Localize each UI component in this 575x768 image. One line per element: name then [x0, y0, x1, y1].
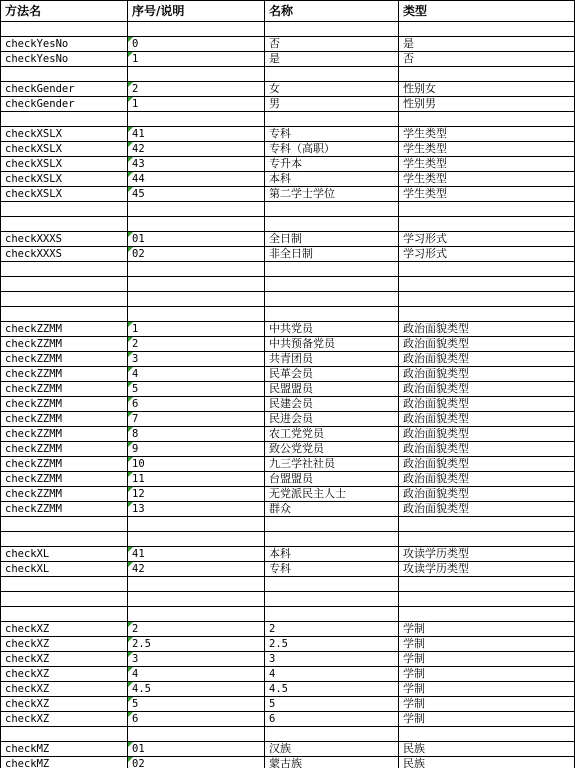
type-cell[interactable]: 政治面貌类型: [399, 412, 575, 427]
method-cell[interactable]: [1, 532, 128, 547]
code-cell[interactable]: 0: [128, 37, 265, 52]
type-cell[interactable]: 政治面貌类型: [399, 502, 575, 517]
method-cell[interactable]: checkZZMM: [1, 427, 128, 442]
method-cell[interactable]: [1, 727, 128, 742]
table-row: [1, 487, 575, 502]
type-cell[interactable]: 学生类型: [399, 157, 575, 172]
type-cell[interactable]: 学生类型: [399, 172, 575, 187]
type-cell[interactable]: [399, 262, 575, 277]
table-row: [1, 607, 575, 622]
method-cell[interactable]: checkXSLX: [1, 127, 128, 142]
type-cell[interactable]: [399, 607, 575, 622]
code-cell[interactable]: 4.5: [128, 682, 265, 697]
code-cell[interactable]: [128, 22, 265, 37]
code-cell[interactable]: 01: [128, 232, 265, 247]
name-cell[interactable]: 汉族: [265, 742, 399, 757]
code-cell[interactable]: [128, 727, 265, 742]
method-cell[interactable]: checkYesNo: [1, 37, 128, 52]
method-cell[interactable]: checkXSLX: [1, 157, 128, 172]
type-cell[interactable]: [399, 517, 575, 532]
table-row: [1, 667, 575, 682]
table-row: [1, 562, 575, 577]
method-cell[interactable]: checkXZ: [1, 712, 128, 727]
name-cell[interactable]: 本科: [265, 547, 399, 562]
name-cell[interactable]: 专科: [265, 127, 399, 142]
name-cell[interactable]: 非全日制: [265, 247, 399, 262]
table-row: [1, 517, 575, 532]
table-row: [1, 592, 575, 607]
code-cell[interactable]: [128, 67, 265, 82]
code-cell[interactable]: 6: [128, 397, 265, 412]
code-cell[interactable]: [128, 532, 265, 547]
table-row: [1, 307, 575, 322]
type-cell[interactable]: 政治面貌类型: [399, 367, 575, 382]
code-cell[interactable]: 3: [128, 652, 265, 667]
type-cell[interactable]: 政治面貌类型: [399, 487, 575, 502]
table-row: [1, 97, 575, 112]
type-cell[interactable]: 学制: [399, 712, 575, 727]
header-code-description[interactable]: 序号/说明: [128, 1, 265, 22]
type-cell[interactable]: 民族: [399, 757, 575, 768]
code-cell[interactable]: 43: [128, 157, 265, 172]
name-cell[interactable]: 九三学社社员: [265, 457, 399, 472]
method-cell[interactable]: checkZZMM: [1, 382, 128, 397]
code-cell[interactable]: 42: [128, 142, 265, 157]
table-row: [1, 337, 575, 352]
type-cell[interactable]: 学习形式: [399, 232, 575, 247]
code-cell[interactable]: 1: [128, 322, 265, 337]
name-cell[interactable]: 3: [265, 652, 399, 667]
type-cell[interactable]: [399, 592, 575, 607]
method-cell[interactable]: checkZZMM: [1, 487, 128, 502]
method-cell[interactable]: [1, 592, 128, 607]
type-cell[interactable]: 否: [399, 52, 575, 67]
method-cell[interactable]: checkZZMM: [1, 412, 128, 427]
name-cell[interactable]: 中共党员: [265, 322, 399, 337]
type-cell[interactable]: 政治面貌类型: [399, 472, 575, 487]
table-row: [1, 547, 575, 562]
name-cell[interactable]: 第二学士学位: [265, 187, 399, 202]
name-cell[interactable]: 4: [265, 667, 399, 682]
type-cell[interactable]: 政治面貌类型: [399, 442, 575, 457]
code-cell[interactable]: 02: [128, 247, 265, 262]
type-cell[interactable]: [399, 727, 575, 742]
name-cell[interactable]: 5: [265, 697, 399, 712]
method-cell[interactable]: checkZZMM: [1, 472, 128, 487]
type-cell[interactable]: 学习形式: [399, 247, 575, 262]
table-body: [1, 22, 575, 768]
type-cell[interactable]: 学制: [399, 652, 575, 667]
method-cell[interactable]: checkZZMM: [1, 502, 128, 517]
method-cell[interactable]: checkZZMM: [1, 337, 128, 352]
name-cell[interactable]: 全日制: [265, 232, 399, 247]
type-cell[interactable]: 性别男: [399, 97, 575, 112]
type-cell[interactable]: [399, 67, 575, 82]
header-method-name[interactable]: 方法名: [1, 1, 128, 22]
table-row: [1, 637, 575, 652]
name-cell[interactable]: [265, 217, 399, 232]
name-cell[interactable]: 群众: [265, 502, 399, 517]
method-cell[interactable]: checkXL: [1, 547, 128, 562]
method-cell[interactable]: checkMZ: [1, 757, 128, 768]
name-cell[interactable]: 民革会员: [265, 367, 399, 382]
type-cell[interactable]: [399, 112, 575, 127]
code-cell[interactable]: 13: [128, 502, 265, 517]
type-cell[interactable]: 政治面貌类型: [399, 337, 575, 352]
name-cell[interactable]: 民建会员: [265, 397, 399, 412]
name-cell[interactable]: 蒙古族: [265, 757, 399, 768]
code-cell[interactable]: [128, 517, 265, 532]
type-cell[interactable]: 学生类型: [399, 187, 575, 202]
name-cell[interactable]: 无党派民主人士: [265, 487, 399, 502]
code-cell[interactable]: 42: [128, 562, 265, 577]
table-row: [1, 277, 575, 292]
name-cell[interactable]: [265, 202, 399, 217]
method-cell[interactable]: [1, 277, 128, 292]
name-cell[interactable]: [265, 292, 399, 307]
name-cell[interactable]: [265, 67, 399, 82]
type-cell[interactable]: [399, 202, 575, 217]
table-row: [1, 112, 575, 127]
method-cell[interactable]: [1, 67, 128, 82]
table-row: [1, 682, 575, 697]
type-cell[interactable]: 学生类型: [399, 127, 575, 142]
method-cell[interactable]: checkXZ: [1, 652, 128, 667]
name-cell[interactable]: 4.5: [265, 682, 399, 697]
method-cell[interactable]: checkZZMM: [1, 367, 128, 382]
table-row: [1, 127, 575, 142]
method-cell[interactable]: checkXZ: [1, 697, 128, 712]
method-cell[interactable]: [1, 607, 128, 622]
type-cell[interactable]: 民族: [399, 742, 575, 757]
table-row: [1, 697, 575, 712]
code-cell[interactable]: [128, 112, 265, 127]
type-cell[interactable]: 政治面貌类型: [399, 322, 575, 337]
name-cell[interactable]: [265, 277, 399, 292]
code-cell[interactable]: 45: [128, 187, 265, 202]
method-cell[interactable]: checkZZMM: [1, 322, 128, 337]
method-cell[interactable]: [1, 292, 128, 307]
method-cell[interactable]: [1, 307, 128, 322]
table-row: [1, 367, 575, 382]
code-cell[interactable]: 41: [128, 547, 265, 562]
method-cell[interactable]: checkXXXS: [1, 247, 128, 262]
code-cell[interactable]: [128, 607, 265, 622]
code-cell[interactable]: [128, 592, 265, 607]
name-cell[interactable]: 否: [265, 37, 399, 52]
table-row: [1, 142, 575, 157]
method-cell[interactable]: checkMZ: [1, 742, 128, 757]
name-cell[interactable]: 2.5: [265, 637, 399, 652]
type-cell[interactable]: [399, 292, 575, 307]
name-cell[interactable]: 民盟盟员: [265, 382, 399, 397]
name-cell[interactable]: 农工党党员: [265, 427, 399, 442]
type-cell[interactable]: 攻读学历类型: [399, 547, 575, 562]
code-cell[interactable]: 5: [128, 382, 265, 397]
name-cell[interactable]: 女: [265, 82, 399, 97]
table-row: [1, 427, 575, 442]
table-row: [1, 442, 575, 457]
type-cell[interactable]: 政治面貌类型: [399, 457, 575, 472]
type-cell[interactable]: 学制: [399, 697, 575, 712]
table-row: [1, 217, 575, 232]
code-cell[interactable]: 01: [128, 742, 265, 757]
method-cell[interactable]: checkXZ: [1, 682, 128, 697]
table-row: [1, 457, 575, 472]
table-row: [1, 652, 575, 667]
name-cell[interactable]: [265, 592, 399, 607]
table-row: [1, 172, 575, 187]
type-cell[interactable]: 性别女: [399, 82, 575, 97]
name-cell[interactable]: 民进会员: [265, 412, 399, 427]
table-row: [1, 247, 575, 262]
code-cell[interactable]: 8: [128, 427, 265, 442]
table-row: [1, 757, 575, 768]
name-cell[interactable]: 专升本: [265, 157, 399, 172]
code-cell[interactable]: 2: [128, 622, 265, 637]
method-cell[interactable]: [1, 202, 128, 217]
code-cell[interactable]: 41: [128, 127, 265, 142]
table-row: [1, 727, 575, 742]
method-cell[interactable]: checkXZ: [1, 622, 128, 637]
table-row: [1, 322, 575, 337]
type-cell[interactable]: [399, 22, 575, 37]
name-cell[interactable]: [265, 577, 399, 592]
table-row: [1, 577, 575, 592]
name-cell[interactable]: 是: [265, 52, 399, 67]
table-row: [1, 67, 575, 82]
type-cell[interactable]: [399, 307, 575, 322]
name-cell[interactable]: [265, 262, 399, 277]
type-cell[interactable]: [399, 532, 575, 547]
name-cell[interactable]: [265, 532, 399, 547]
table-row: [1, 622, 575, 637]
code-cell[interactable]: 3: [128, 352, 265, 367]
method-cell[interactable]: checkXSLX: [1, 172, 128, 187]
type-cell[interactable]: 政治面貌类型: [399, 397, 575, 412]
table-row: [1, 742, 575, 757]
header-row: [1, 1, 575, 22]
code-cell[interactable]: [128, 292, 265, 307]
name-cell[interactable]: 中共预备党员: [265, 337, 399, 352]
code-cell[interactable]: 2: [128, 82, 265, 97]
code-cell[interactable]: 2.5: [128, 637, 265, 652]
method-cell[interactable]: checkGender: [1, 97, 128, 112]
type-cell[interactable]: 学制: [399, 667, 575, 682]
table-row: [1, 157, 575, 172]
name-cell[interactable]: 专科（高职）: [265, 142, 399, 157]
code-cell[interactable]: 1: [128, 97, 265, 112]
name-cell[interactable]: 男: [265, 97, 399, 112]
method-cell[interactable]: checkXXXS: [1, 232, 128, 247]
code-cell[interactable]: 4: [128, 367, 265, 382]
table-row: [1, 412, 575, 427]
method-cell[interactable]: [1, 262, 128, 277]
table-row: [1, 292, 575, 307]
code-cell[interactable]: 7: [128, 412, 265, 427]
name-cell[interactable]: 台盟盟员: [265, 472, 399, 487]
table-row: [1, 82, 575, 97]
table-row: [1, 352, 575, 367]
type-cell[interactable]: [399, 277, 575, 292]
table-row: [1, 187, 575, 202]
type-cell[interactable]: 攻读学历类型: [399, 562, 575, 577]
code-cell[interactable]: 44: [128, 172, 265, 187]
method-cell[interactable]: checkXZ: [1, 667, 128, 682]
method-cell[interactable]: [1, 22, 128, 37]
method-cell[interactable]: checkXL: [1, 562, 128, 577]
table-row: [1, 52, 575, 67]
method-cell[interactable]: [1, 577, 128, 592]
type-cell[interactable]: 学制: [399, 622, 575, 637]
name-cell[interactable]: [265, 22, 399, 37]
type-cell[interactable]: 政治面貌类型: [399, 427, 575, 442]
code-cell[interactable]: [128, 577, 265, 592]
header-type[interactable]: 类型: [399, 1, 575, 22]
code-cell[interactable]: [128, 307, 265, 322]
code-cell[interactable]: [128, 217, 265, 232]
code-cell[interactable]: 11: [128, 472, 265, 487]
code-cell[interactable]: [128, 262, 265, 277]
code-cell[interactable]: 6: [128, 712, 265, 727]
code-cell[interactable]: 12: [128, 487, 265, 502]
table-row: [1, 22, 575, 37]
type-cell[interactable]: 学制: [399, 682, 575, 697]
table-row: [1, 712, 575, 727]
name-cell[interactable]: [265, 112, 399, 127]
method-cell[interactable]: checkZZMM: [1, 352, 128, 367]
name-cell[interactable]: 2: [265, 622, 399, 637]
name-cell[interactable]: 共青团员: [265, 352, 399, 367]
header-name[interactable]: 名称: [265, 1, 399, 22]
table-row: [1, 232, 575, 247]
name-cell[interactable]: [265, 517, 399, 532]
name-cell[interactable]: 致公党党员: [265, 442, 399, 457]
type-cell[interactable]: [399, 217, 575, 232]
type-cell[interactable]: [399, 577, 575, 592]
code-cell[interactable]: 9: [128, 442, 265, 457]
name-cell[interactable]: [265, 307, 399, 322]
type-cell[interactable]: 是: [399, 37, 575, 52]
table-row: [1, 202, 575, 217]
method-cell[interactable]: [1, 217, 128, 232]
name-cell[interactable]: [265, 727, 399, 742]
code-cell[interactable]: [128, 277, 265, 292]
name-cell[interactable]: 专科: [265, 562, 399, 577]
method-cell[interactable]: [1, 517, 128, 532]
table-row: [1, 532, 575, 547]
code-cell[interactable]: 10: [128, 457, 265, 472]
code-cell[interactable]: [128, 202, 265, 217]
code-cell[interactable]: 1: [128, 52, 265, 67]
type-cell[interactable]: 政治面貌类型: [399, 382, 575, 397]
name-cell[interactable]: 6: [265, 712, 399, 727]
name-cell[interactable]: 本科: [265, 172, 399, 187]
method-cell[interactable]: checkYesNo: [1, 52, 128, 67]
table-row: [1, 262, 575, 277]
code-cell[interactable]: 02: [128, 757, 265, 768]
code-cell[interactable]: 5: [128, 697, 265, 712]
code-cell[interactable]: 2: [128, 337, 265, 352]
code-cell[interactable]: 4: [128, 667, 265, 682]
table-row: [1, 397, 575, 412]
method-cell[interactable]: checkZZMM: [1, 397, 128, 412]
table-row: [1, 502, 575, 517]
type-cell[interactable]: 学生类型: [399, 142, 575, 157]
table-row: [1, 382, 575, 397]
name-cell[interactable]: [265, 607, 399, 622]
method-cell[interactable]: checkXZ: [1, 637, 128, 652]
method-cell[interactable]: checkZZMM: [1, 457, 128, 472]
method-cell[interactable]: checkZZMM: [1, 442, 128, 457]
table-row: [1, 472, 575, 487]
table-row: [1, 37, 575, 52]
method-cell[interactable]: [1, 112, 128, 127]
type-cell[interactable]: 学制: [399, 637, 575, 652]
method-cell[interactable]: checkXSLX: [1, 187, 128, 202]
method-cell[interactable]: checkGender: [1, 82, 128, 97]
type-cell[interactable]: 政治面貌类型: [399, 352, 575, 367]
method-cell[interactable]: checkXSLX: [1, 142, 128, 157]
